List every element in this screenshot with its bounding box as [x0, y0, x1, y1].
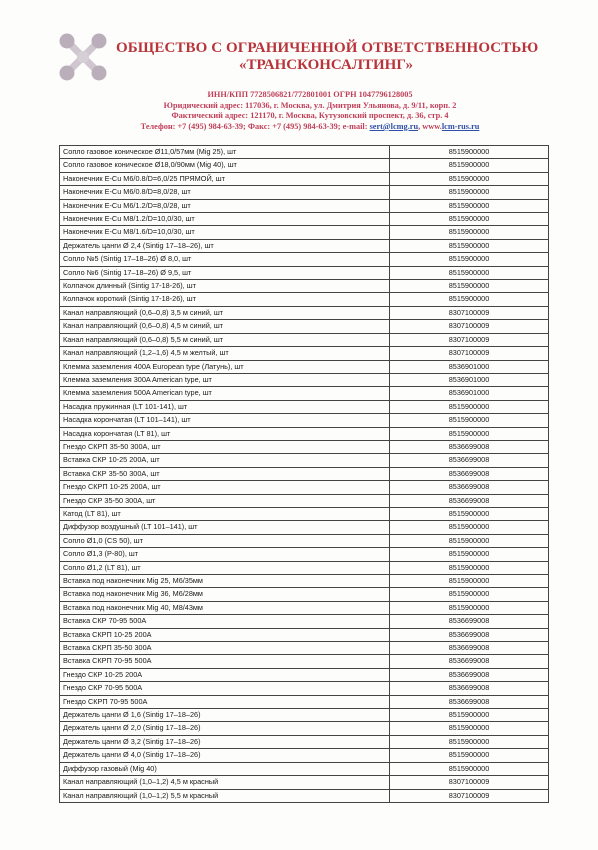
table-row	[60, 481, 549, 494]
item-name-cell: Гнездо СКРП 70-95 500А	[60, 695, 390, 708]
item-name-cell: Насадка пружинная (LT 101-141), шт	[60, 400, 390, 413]
item-name-cell: Сопло Ø1,0 (CS 50), шт	[60, 534, 390, 547]
item-name-cell: Гнездо СКРП 10-25 200А, шт	[60, 481, 390, 494]
company-requisites	[90, 90, 530, 132]
item-name-cell: Насадка корончатая (LT 81), шт	[60, 427, 390, 440]
actual-address: Фактический адрес: 121170, г. Москва, Кутузовский проспект, д. 36, стр. 4	[171, 111, 449, 121]
company-name-line2: «ТРАНСКОНСАЛТИНГ»	[238, 57, 414, 73]
table-row	[60, 172, 549, 185]
table-row	[60, 588, 549, 601]
item-name-cell: Клемма заземления 500A American type, шт	[60, 387, 390, 400]
hs-code-cell: 8515900000	[390, 159, 549, 172]
hs-code-cell: 8515900000	[390, 266, 549, 279]
hs-code-cell: 8536699008	[390, 628, 549, 641]
hs-code-cell: 8515900000	[390, 293, 549, 306]
table-row	[60, 414, 549, 427]
hs-code-cell: 8515900000	[390, 400, 549, 413]
table-row	[60, 360, 549, 373]
hs-code-cell: 8515900000	[390, 762, 549, 775]
table-row	[60, 239, 549, 252]
item-name-cell: Насадка корончатая (LT 101–141), шт	[60, 414, 390, 427]
item-name-cell: Канал направляющий (1,2–1,6) 4,5 м желтый, шт	[60, 347, 390, 360]
table-row	[60, 199, 549, 212]
item-name-cell: Клемма заземления 300A American type, шт	[60, 373, 390, 386]
hs-code-cell: 8515900000	[390, 226, 549, 239]
hs-code-cell: 8536901000	[390, 387, 549, 400]
hs-code-cell: 8515900000	[390, 280, 549, 293]
hs-code-cell: 8536699008	[390, 494, 549, 507]
hs-code-cell: 8536699008	[390, 642, 549, 655]
table-row	[60, 722, 549, 735]
hs-code-cell: 8536699008	[390, 655, 549, 668]
hs-code-cell: 8515900000	[390, 749, 549, 762]
hs-code-cell: 8307100009	[390, 306, 549, 319]
legal-address: Юридический адрес: 117036, г. Москва, ул. Дмитрия Ульянова, д. 9/11, корп. 2	[163, 100, 457, 110]
hs-code-cell: 8536901000	[390, 360, 549, 373]
item-name-cell: Держатель цанги Ø 2,0 (Sintig 17–18–26)	[60, 722, 390, 735]
table-row	[60, 642, 549, 655]
hs-code-cell: 8536699008	[390, 481, 549, 494]
table-row	[60, 213, 549, 226]
item-name-cell: Наконечник E-Cu M6/0.8/D=6,0/25 ПРЯМОЙ, шт	[60, 172, 390, 185]
table-row	[60, 440, 549, 453]
table-row	[60, 735, 549, 748]
hs-code-cell: 8536699008	[390, 454, 549, 467]
table-row	[60, 266, 549, 279]
company-logo	[58, 32, 108, 82]
hs-code-cell: 8307100009	[390, 776, 549, 789]
table-row	[60, 655, 549, 668]
hs-code-cell: 8515900000	[390, 146, 549, 159]
table-row	[60, 226, 549, 239]
table-row	[60, 467, 549, 480]
hs-code-cell: 8515900000	[390, 561, 549, 574]
company-name-line1: ОБЩЕСТВО С ОГРАНИЧЕННОЙ ОТВЕТСТВЕННОСТЬЮ	[116, 40, 539, 56]
item-name-cell: Вставка СКР 35-50 300А, шт	[60, 467, 390, 480]
item-name-cell: Колпачок короткий (Sintig 17-18-26), шт	[60, 293, 390, 306]
inn-kpp-ogrn: ИНН/КПП 7728506821/772801001 ОГРН 1047796128005	[207, 90, 413, 99]
item-name-cell: Вставка под наконечник Mig 25, M6/35мм	[60, 575, 390, 588]
website-link[interactable]: lcm-rus.ru	[441, 121, 480, 131]
item-name-cell: Держатель цанги Ø 4,0 (Sintig 17–18–26)	[60, 749, 390, 762]
table-row	[60, 306, 549, 319]
hs-code-cell: 8515900000	[390, 253, 549, 266]
hs-code-cell: 8536699008	[390, 682, 549, 695]
hs-code-cell: 8536699008	[390, 695, 549, 708]
table-row	[60, 146, 549, 159]
table-row	[60, 427, 549, 440]
item-name-cell: Колпачок длинный (Sintig 17-18-26), шт	[60, 280, 390, 293]
item-name-cell: Канал направляющий (0,6–0,8) 5,5 м синий, шт	[60, 333, 390, 346]
hs-code-cell: 8536699008	[390, 440, 549, 453]
table-row	[60, 534, 549, 547]
hs-code-cell: 8515900000	[390, 548, 549, 561]
contacts-line	[90, 122, 530, 133]
item-name-cell: Вставка СКРП 70-95 500А	[60, 655, 390, 668]
table-row	[60, 253, 549, 266]
table-row	[60, 333, 549, 346]
hs-code-cell: 8515900000	[390, 709, 549, 722]
table-row	[60, 615, 549, 628]
hs-code-cell: 8307100009	[390, 320, 549, 333]
item-name-cell: Вставка под наконечник Mig 36, M6/28мм	[60, 588, 390, 601]
table-row	[60, 186, 549, 199]
item-name-cell: Гнездо СКР 10-25 200А	[60, 668, 390, 681]
table-row	[60, 682, 549, 695]
hs-code-cell: 8536699008	[390, 668, 549, 681]
item-name-cell: Канал направляющий (0,6–0,8) 3,5 м синий, шт	[60, 306, 390, 319]
email-link[interactable]: sert@lcmg.ru	[369, 121, 419, 131]
table-row	[60, 601, 549, 614]
table-row	[60, 387, 549, 400]
item-name-cell: Катод (LT 81), шт	[60, 507, 390, 520]
hs-code-cell: 8515900000	[390, 213, 549, 226]
hs-code-cell: 8515900000	[390, 575, 549, 588]
item-name-cell: Держатель цанги Ø 2,4 (Sintig 17–18–26), шт	[60, 239, 390, 252]
item-name-cell: Вставка СКР 10-25 200А, шт	[60, 454, 390, 467]
table-row	[60, 507, 549, 520]
item-name-cell: Держатель цанги Ø 3,2 (Sintig 17–18–26)	[60, 735, 390, 748]
hs-code-cell: 8307100009	[390, 347, 549, 360]
phone-fax: Телефон: +7 (495) 984-63-39; Факс: +7 (495) 984-63-39; e-mail:	[140, 121, 370, 131]
item-name-cell: Сопло Ø1,3 (P-80), шт	[60, 548, 390, 561]
hs-code-cell: 8307100009	[390, 333, 549, 346]
hs-code-cell: 8515900000	[390, 186, 549, 199]
item-name-cell: Клемма заземления 400A European type (Латунь), шт	[60, 360, 390, 373]
contacts-separator: , www.	[418, 121, 442, 131]
hs-code-cell: 8515900000	[390, 534, 549, 547]
item-name-cell: Наконечник E-Cu M6/0.8/D=8,0/28, шт	[60, 186, 390, 199]
item-name-cell: Диффузор воздушный (LT 101–141), шт	[60, 521, 390, 534]
item-name-cell: Сопло №6 (Sintig 17–18–26) Ø 9,5, шт	[60, 266, 390, 279]
table-row	[60, 454, 549, 467]
item-name-cell: Канал направляющий (1,0–1,2) 4,5 м красный	[60, 776, 390, 789]
table-row	[60, 789, 549, 802]
table-row	[60, 628, 549, 641]
item-name-cell: Диффузор газовый (Mig 40)	[60, 762, 390, 775]
table-row	[60, 373, 549, 386]
hs-code-cell: 8515900000	[390, 588, 549, 601]
item-name-cell: Наконечник E-Cu M8/1.2/D=10,0/30, шт	[60, 213, 390, 226]
table-row	[60, 776, 549, 789]
item-name-cell: Наконечник E-Cu M8/1.6/D=10,0/30, шт	[60, 226, 390, 239]
item-name-cell: Вставка СКР 70-95 500А	[60, 615, 390, 628]
item-name-cell: Канал направляющий (1,0–1,2) 5,5 м красный	[60, 789, 390, 802]
hs-code-cell: 8515900000	[390, 427, 549, 440]
table-row	[60, 548, 549, 561]
table-row	[60, 668, 549, 681]
item-name-cell: Сопло №5 (Sintig 17–18–26) Ø 8,0, шт	[60, 253, 390, 266]
table-row	[60, 280, 549, 293]
table-row	[60, 749, 549, 762]
table-row	[60, 347, 549, 360]
item-name-cell: Держатель цанги Ø 1,6 (Sintig 17–18–26)	[60, 709, 390, 722]
item-name-cell: Вставка СКРП 35-50 300А	[60, 642, 390, 655]
hs-code-cell: 8515900000	[390, 172, 549, 185]
item-name-cell: Гнездо СКРП 35-50 300А, шт	[60, 440, 390, 453]
table-row	[60, 400, 549, 413]
item-name-cell: Сопло Ø1,2 (LT 81), шт	[60, 561, 390, 574]
table-row	[60, 159, 549, 172]
hs-code-cell: 8515900000	[390, 414, 549, 427]
table-row	[60, 561, 549, 574]
table-row	[60, 320, 549, 333]
table-row	[60, 293, 549, 306]
hs-code-cell: 8515900000	[390, 507, 549, 520]
items-table	[59, 145, 549, 803]
item-name-cell: Наконечник E-Cu M6/1.2/D=8,0/28, шт	[60, 199, 390, 212]
hs-code-cell: 8515900000	[390, 735, 549, 748]
hs-code-cell: 8515900000	[390, 239, 549, 252]
table-row	[60, 709, 549, 722]
hs-code-cell: 8536699008	[390, 615, 549, 628]
item-name-cell: Гнездо СКР 35-50 300А, шт	[60, 494, 390, 507]
item-name-cell: Вставка СКРП 10-25 200А	[60, 628, 390, 641]
hs-code-cell: 8536699008	[390, 467, 549, 480]
company-name	[116, 40, 539, 74]
table-row	[60, 494, 549, 507]
hs-code-cell: 8515900000	[390, 521, 549, 534]
table-row	[60, 575, 549, 588]
hs-code-cell: 8307100009	[390, 789, 549, 802]
item-name-cell: Гнездо СКР 70-95 500А	[60, 682, 390, 695]
item-name-cell: Вставка под наконечник Mig 40, M8/43мм	[60, 601, 390, 614]
hs-code-cell: 8515900000	[390, 199, 549, 212]
hs-code-cell: 8515900000	[390, 601, 549, 614]
item-name-cell: Сопло газовое коническое Ø11,0/57мм (Mig 25), шт	[60, 146, 390, 159]
hs-code-cell: 8515900000	[390, 722, 549, 735]
table-row	[60, 695, 549, 708]
table-row	[60, 521, 549, 534]
table-row	[60, 762, 549, 775]
item-name-cell: Канал направляющий (0,6–0,8) 4,5 м синий, шт	[60, 320, 390, 333]
hs-code-cell: 8536901000	[390, 373, 549, 386]
item-name-cell: Сопло газовое коническое Ø18,0/90мм (Mig 40), шт	[60, 159, 390, 172]
